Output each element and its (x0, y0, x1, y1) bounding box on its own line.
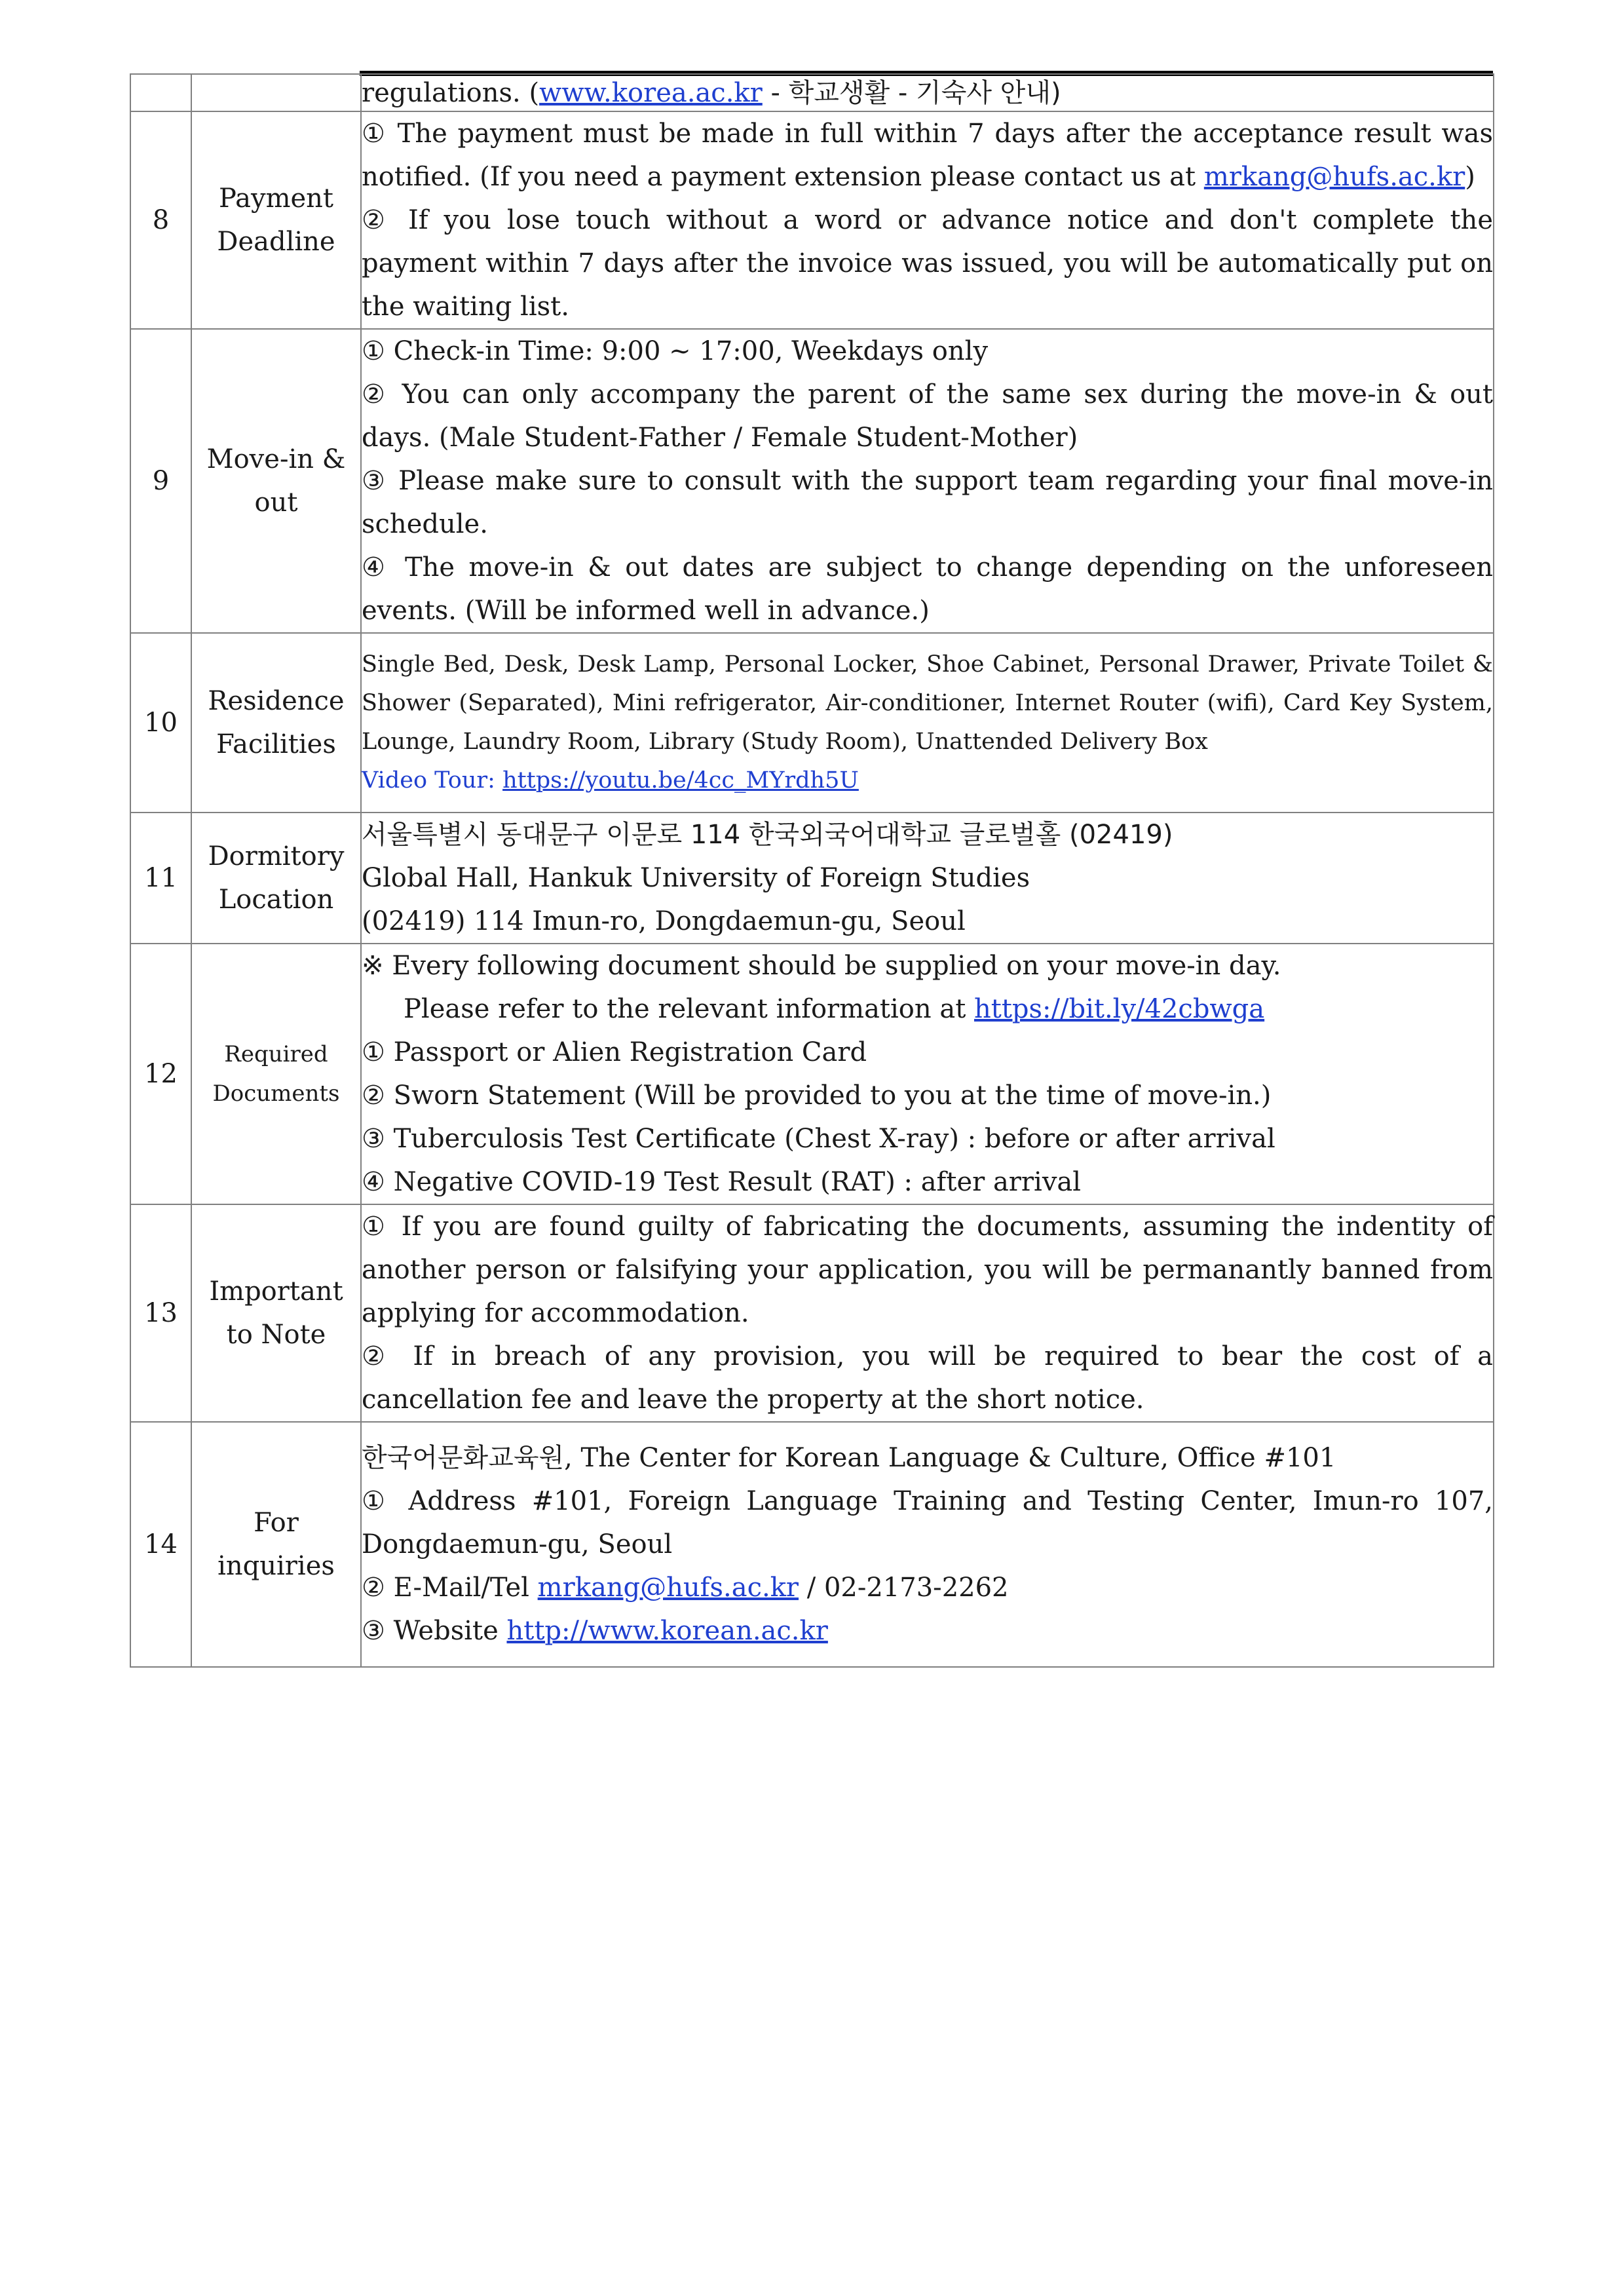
table-row-residence-facilities (130, 633, 1494, 813)
row-number: 12 (130, 944, 191, 1204)
row-title-line-2: to Note (226, 1320, 326, 1350)
inquiry-center (362, 1436, 1493, 1480)
row-title-cell (191, 74, 361, 111)
row-title (191, 111, 361, 329)
row-number: 11 (130, 813, 191, 944)
row-number: 14 (130, 1422, 191, 1667)
row-title-line-1: Dormitory (208, 841, 345, 871)
row-title (191, 944, 361, 1204)
documents-info-link[interactable]: https://bit.ly/42cbwga (974, 994, 1265, 1024)
address-building: Global Hall, Hankuk University of Foreign Studies (362, 863, 1030, 893)
inquiry-address: ① Address #101, Foreign Language Training and Testing Center, Imun-ro 107, Dongdaemun-gu, Seoul (362, 1486, 1493, 1559)
email-link[interactable]: mrkang@hufs.ac.kr (1203, 162, 1465, 192)
row-title-line-2: Documents (212, 1081, 340, 1107)
document-item-1: ① Passport or Alien Registration Card (362, 1037, 867, 1067)
row-title-line-1: Important (209, 1276, 343, 1307)
paragraph-text: Please refer to the relevant information at (404, 994, 974, 1024)
table-row-dormitory-location (130, 813, 1494, 944)
video-tour-line (362, 761, 1493, 800)
row-title-line-1: Payment (219, 183, 333, 214)
paragraph-move-4: ④ The move-in & out dates are subject to change depending on the unforeseen events. (Will be informed well in advance.) (362, 552, 1493, 626)
row-number: 9 (130, 329, 191, 633)
row-title-line-2: inquiries (217, 1551, 335, 1581)
paragraph-text: ③ Website (362, 1616, 507, 1646)
row-title-line-2: Location (218, 885, 334, 915)
address-korean: 서울특별시 동대문구 이문로 114 한국외국어대학교 글로벌홀 (02419) (362, 820, 1173, 850)
facilities-list: Single Bed, Desk, Desk Lamp, Personal Locker, Shoe Cabinet, Personal Drawer, Private Toilet & Shower (Separated), Mini refrigerator, Air-conditioner, Internet Router (wifi), Card Key System, Lounge, Laundry Room, Library (Study Room), Unattended Delivery Box (362, 651, 1493, 755)
website-link[interactable]: http://www.korean.ac.kr (506, 1616, 828, 1646)
row-title (191, 633, 361, 813)
row-body (361, 111, 1494, 329)
row-title (191, 1422, 361, 1667)
document-item-3: ③ Tuberculosis Test Certificate (Chest X-ray) : before or after arrival (362, 1124, 1275, 1154)
table-row-continuation (130, 74, 1494, 111)
paragraph-text: ① The payment must be made in full within 7 days after the acceptance result was notified. (If you need a payment extension please contact us at (362, 119, 1493, 192)
document-item-4: ④ Negative COVID-19 Test Result (RAT) : after arrival (362, 1167, 1082, 1197)
row-body (361, 813, 1494, 944)
paragraph-text: ) (1465, 162, 1475, 192)
center-name-korean: 한국어문화교육원 (362, 1443, 565, 1473)
paragraph-move-3: ③ Please make sure to consult with the support team regarding your final move-in schedule. (362, 466, 1493, 539)
row-number: 8 (130, 111, 191, 329)
row-body (361, 1422, 1494, 1667)
documents-note: ※ Every following document should be supplied on your move-in day. (362, 951, 1281, 981)
video-tour-label: Video Tour: (362, 767, 503, 794)
row-body (361, 633, 1494, 813)
row-body (361, 944, 1494, 1204)
table-row-important-note (130, 1204, 1494, 1422)
row-number-cell (130, 74, 191, 111)
continuation-text: regulations. ( (362, 77, 540, 108)
row-title-line-1: Residence (208, 686, 345, 716)
documents-refer (362, 987, 1493, 1031)
inquiry-email-link[interactable]: mrkang@hufs.ac.kr (537, 1573, 799, 1603)
center-name-english: , The Center for Korean Language & Culture, Office #101 (564, 1443, 1336, 1473)
document-item-2: ② Sworn Statement (Will be provided to you at the time of move-in.) (362, 1081, 1272, 1111)
row-title-line-2: Facilities (216, 729, 336, 759)
row-body (361, 329, 1494, 633)
row-title-line-1: Required (224, 1041, 328, 1067)
row-title-line-2: Deadline (217, 227, 335, 257)
continuation-text-korean: - 학교생활 - 기숙사 안내) (762, 77, 1061, 108)
table-row-required-documents (130, 944, 1494, 1204)
row-title (191, 813, 361, 944)
row-title-line-1: Move-in & (206, 444, 346, 474)
table-row-inquiries (130, 1422, 1494, 1667)
note-item-1: ① If you are found guilty of fabricating the documents, assuming the indentity of another person or falsifying your application, you will be permanantly banned from applying for accommodation. (362, 1212, 1493, 1328)
row-body (361, 1204, 1494, 1422)
dormitory-info-table (130, 73, 1494, 1668)
paragraph-text: ② E-Mail/Tel (362, 1573, 538, 1603)
paragraph-move-2: ② You can only accompany the parent of the same sex during the move-in & out days. (Male Student-Father / Female Student-Mother) (362, 379, 1493, 453)
korea-univ-link[interactable]: www.korea.ac.kr (539, 77, 763, 108)
table-row-payment-deadline (130, 111, 1494, 329)
video-tour-link[interactable]: https://youtu.be/4cc_MYrdh5U (502, 767, 859, 794)
row-title-line-1: For (254, 1508, 299, 1538)
row-title (191, 329, 361, 633)
paragraph-payment-1 (362, 112, 1493, 199)
inquiry-contact (362, 1566, 1493, 1609)
table-row-move-in-out (130, 329, 1494, 633)
row-body-cell (361, 74, 1494, 111)
address-street: (02419) 114 Imun-ro, Dongdaemun-gu, Seoul (362, 906, 966, 936)
row-number: 13 (130, 1204, 191, 1422)
inquiry-website (362, 1609, 1493, 1653)
row-title (191, 1204, 361, 1422)
row-title-line-2: out (254, 488, 298, 518)
row-number: 10 (130, 633, 191, 813)
paragraph-payment-2: ② If you lose touch without a word or advance notice and don't complete the payment within 7 days after the invoice was issued, you will be automatically put on the waiting list. (362, 205, 1493, 322)
paragraph-text: / 02-2173-2262 (799, 1573, 1009, 1603)
paragraph-move-1: ① Check-in Time: 9:00 ~ 17:00, Weekdays only (362, 336, 989, 366)
note-item-2: ② If in breach of any provision, you will be required to bear the cost of a cancellation fee and leave the property at the short notice. (362, 1341, 1493, 1415)
